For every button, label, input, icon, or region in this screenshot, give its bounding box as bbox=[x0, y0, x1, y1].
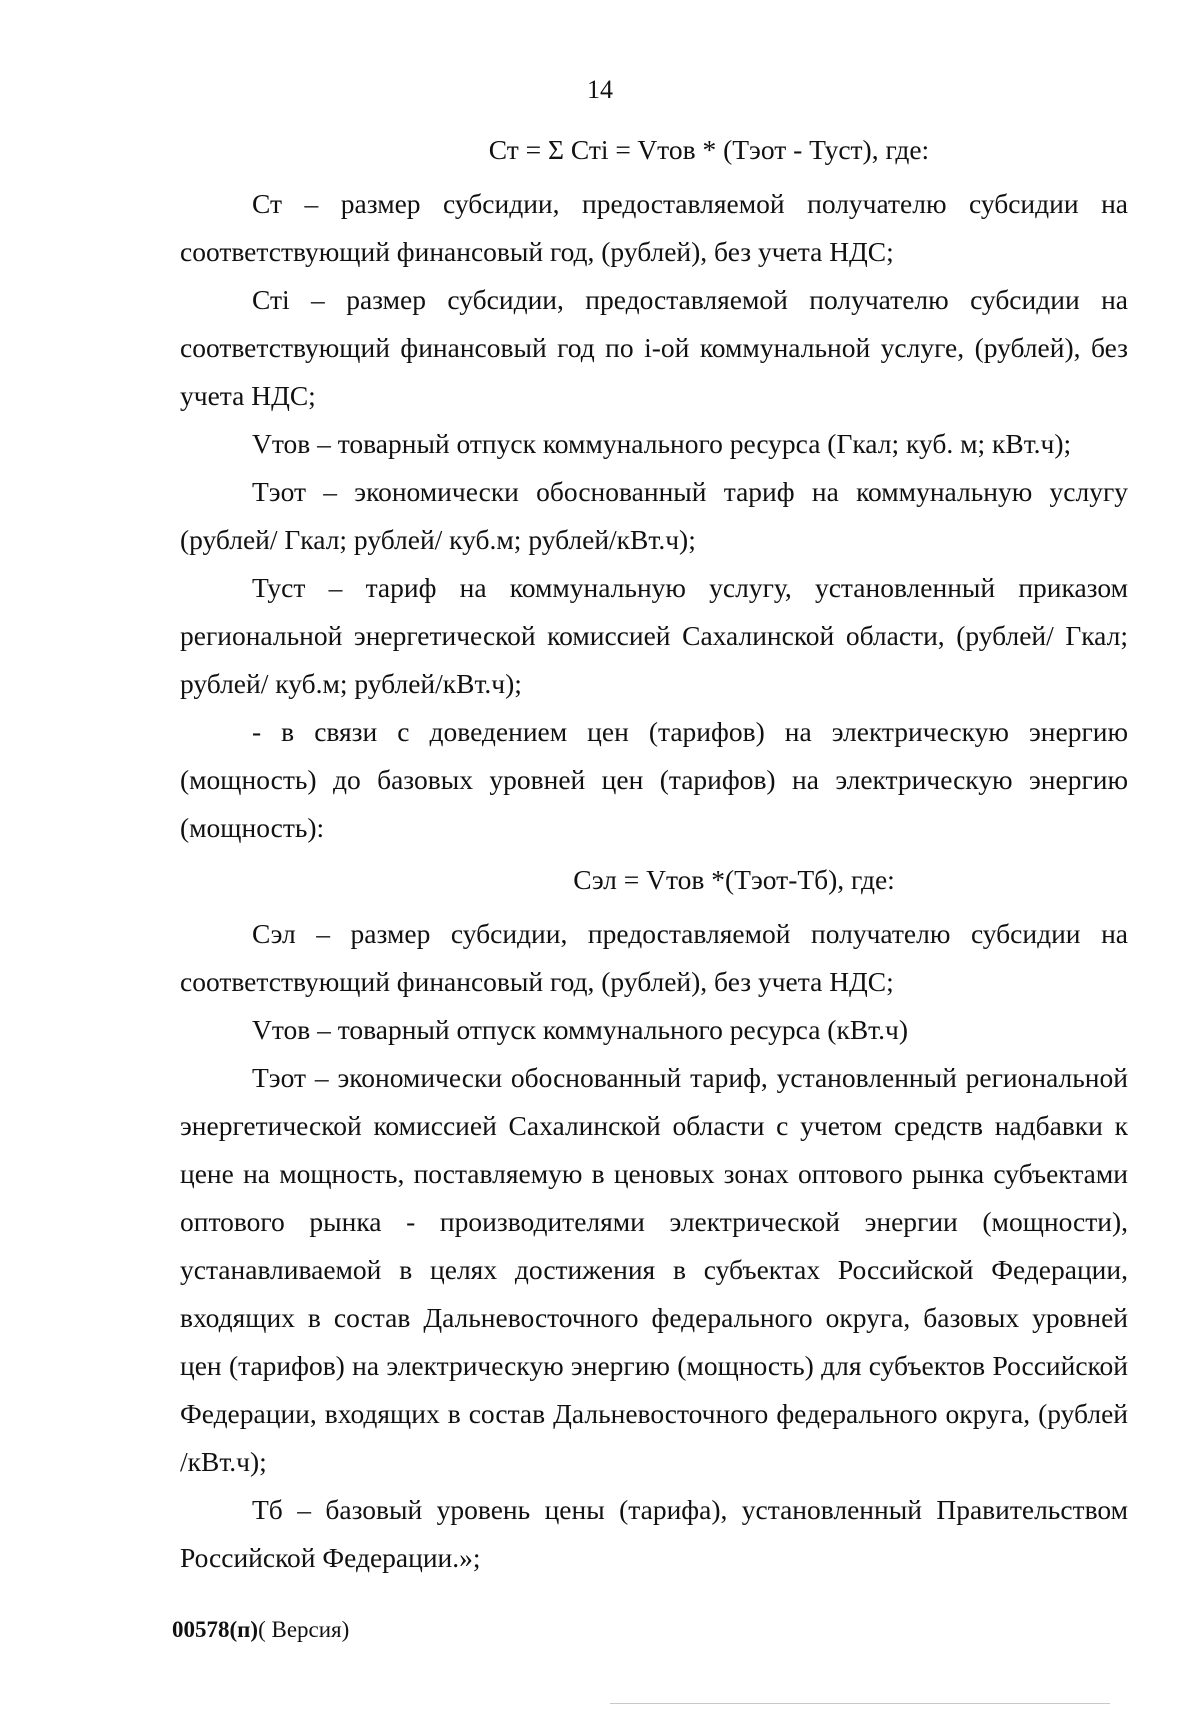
formula-subsidy-total: Ст = Σ Стi = Vтов * (Тэот - Туст), где: bbox=[488, 134, 930, 165]
page-number: 14 bbox=[587, 75, 613, 104]
formula-subsidy-electricity: Сэл = Vтов *(Тэот-Тб), где: bbox=[573, 864, 895, 895]
document-code: 00578(п) bbox=[172, 1617, 259, 1642]
electricity-intro: - в связи с доведением цен (тарифов) на электрическую энергию (мощность) до базовых уровней цен (тарифов) на электрическую энергию (мощность): bbox=[180, 716, 1128, 843]
document-version: ( Версия) bbox=[258, 1617, 350, 1642]
definition-teot-electricity: Тэот – экономически обоснованный тариф, установленный региональной энергетической комиссией Сахалинской области с учетом средств надбавки к цене на мощность, поставляемую в ценовых зонах оптового рынка субъектами оптового рынка - производителями электрической энергии (мощности), устанавливаемой в целях достижения в субъектах Российской Федерации, входящих в состав Дальневосточного федерального округа, базовых уровней цен (тарифов) на электрическую энергию (мощность) для субъектов Российской Федерации, входящих в состав Дальневосточного федерального округа, (рублей /кВт.ч); bbox=[180, 1062, 1128, 1477]
document-body bbox=[180, 126, 1128, 1582]
bottom-rule bbox=[610, 1703, 1110, 1704]
definition-tb: Тб – базовый уровень цены (тарифа), установленный Правительством Российской Федерации.»; bbox=[180, 1494, 1128, 1573]
definition-tust: Туст – тариф на коммунальную услугу, установленный приказом региональной энергетической комиссией Сахалинской области, (рублей/ Гкал; рублей/ куб.м; рублей/кВт.ч); bbox=[180, 572, 1128, 699]
definition-ct: Ст – размер субсидии, предоставляемой получателю субсидии на соответствующий финансовый год, (рублей), без учета НДС; bbox=[180, 188, 1128, 267]
definition-vtov: Vтов – товарный отпуск коммунального ресурса (Гкал; куб. м; кВт.ч); bbox=[252, 428, 1072, 459]
definition-sel: Сэл – размер субсидии, предоставляемой получателю субсидии на соответствующий финансовый год, (рублей), без учета НДС; bbox=[180, 918, 1128, 997]
definition-teot: Тэот – экономически обоснованный тариф на коммунальную услугу (рублей/ Гкал; рублей/ куб.м; рублей/кВт.ч); bbox=[180, 476, 1128, 555]
definition-vtov-electricity: Vтов – товарный отпуск коммунального ресурса (кВт.ч) bbox=[252, 1014, 908, 1045]
document-footer bbox=[172, 1612, 349, 1648]
definition-cti: Стi – размер субсидии, предоставляемой получателю субсидии на соответствующий финансовый год по i-ой коммунальной услуге, (рублей), без учета НДС; bbox=[180, 284, 1128, 411]
